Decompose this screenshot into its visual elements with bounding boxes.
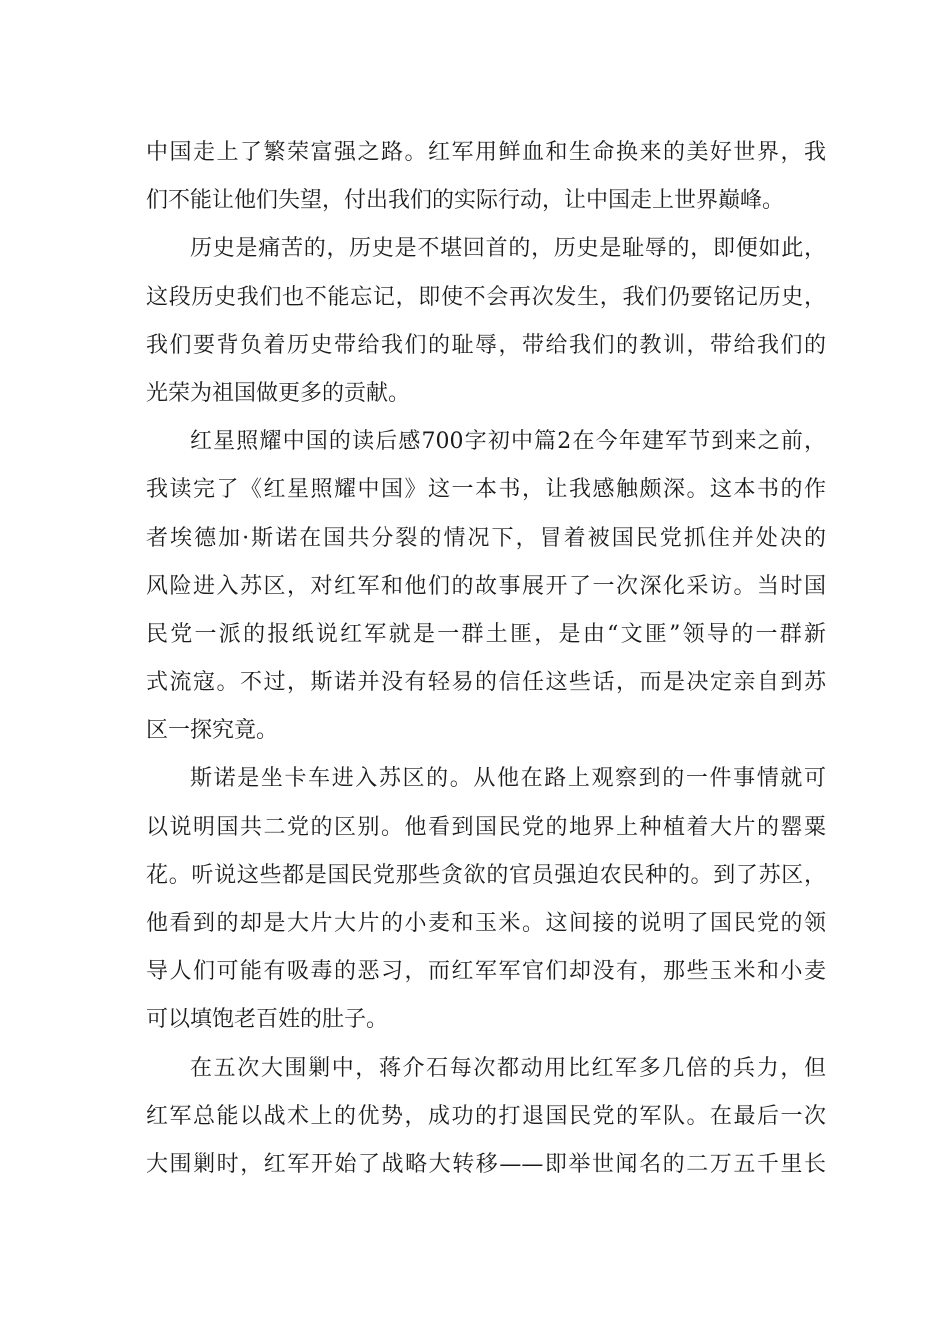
text-line: 我们要背负着历史带给我们的耻辱，带给我们的教训，带给我们的 xyxy=(146,332,826,358)
text-line: 者埃德加·斯诺在国共分裂的情况下，冒着被国民党抓住并处决的 xyxy=(146,525,826,551)
text-line: 以说明国共二党的区别。他看到国民党的地界上种植着大片的罂粟 xyxy=(146,814,826,840)
text-line: 他看到的却是大片大片的小麦和玉米。这间接的说明了国民党的领 xyxy=(146,911,826,936)
text-line: 我读完了《红星照耀中国》这一本书，让我感触颇深。这本书的作 xyxy=(146,477,826,503)
text-line: 斯诺是坐卡车进入苏区的。从他在路上观察到的一件事情就可 xyxy=(190,766,826,792)
paragraph xyxy=(146,129,826,225)
paragraph xyxy=(146,755,826,1044)
document-body xyxy=(146,129,826,1189)
text-line: 花。听说这些都是国民党那些贪欲的官员强迫农民种的。到了苏区， xyxy=(146,862,826,888)
text-line: 大围剿时，红军开始了战略大转移——即举世闻名的二万五千里长 xyxy=(146,1151,826,1177)
text-line: 可以填饱老百姓的肚子。 xyxy=(146,1007,389,1033)
text-line: 式流寇。不过，斯诺并没有轻易的信任这些话，而是决定亲自到苏 xyxy=(146,670,826,696)
paragraph xyxy=(146,225,826,418)
text-line: 中国走上了繁荣富强之路。红军用鲜血和生命换来的美好世界，我 xyxy=(146,140,826,165)
text-line: 们不能让他们失望，付出我们的实际行动，让中国走上世界巅峰。 xyxy=(146,188,785,214)
text-line: 导人们可能有吸毒的恶习，而红军军官们却没有，那些玉米和小麦 xyxy=(146,959,826,985)
text-line: 民党一派的报纸说红军就是一群土匪，是由“文匪”领导的一群新 xyxy=(146,621,826,647)
text-line: 在五次大围剿中，蒋介石每次都动用比红军多几倍的兵力，但 xyxy=(190,1055,826,1081)
paragraph xyxy=(146,418,826,755)
paragraph xyxy=(146,1045,826,1190)
text-line: 风险进入苏区，对红军和他们的故事展开了一次深化采访。当时国 xyxy=(146,573,826,599)
text-line: 历史是痛苦的，历史是不堪回首的，历史是耻辱的，即便如此， xyxy=(190,236,826,262)
text-line: 这段历史我们也不能忘记，即使不会再次发生，我们仍要铭记历史， xyxy=(146,284,826,310)
text-line: 红星照耀中国的读后感700字初中篇2在今年建军节到来之前， xyxy=(190,429,826,455)
text-line: 区一探究竟。 xyxy=(146,718,279,744)
text-line: 红军总能以战术上的优势，成功的打退国民党的军队。在最后一次 xyxy=(146,1103,826,1129)
text-line: 光荣为祖国做更多的贡献。 xyxy=(146,380,411,406)
